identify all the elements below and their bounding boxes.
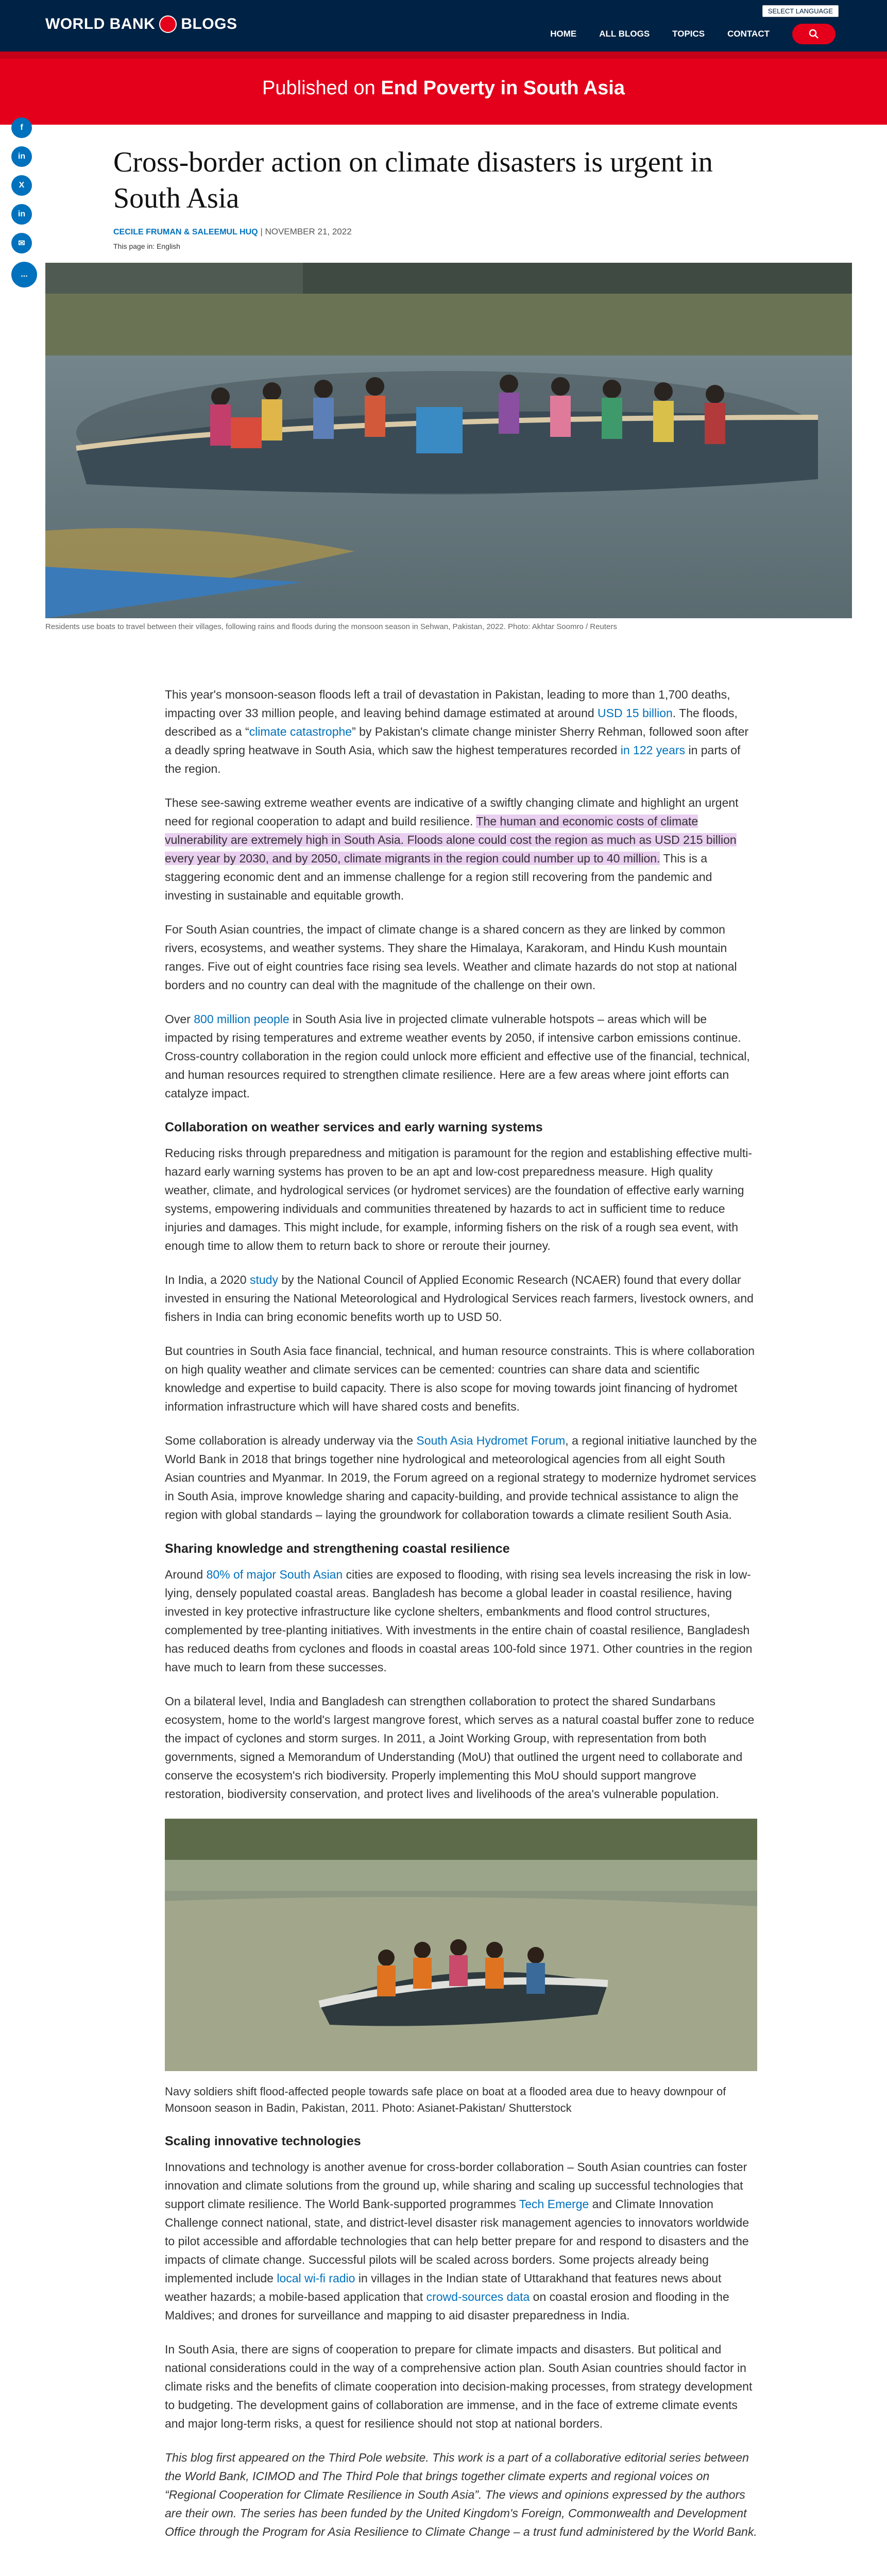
crowd-sources-link[interactable]: crowd-sources data <box>426 2290 530 2303</box>
wifi-radio-link[interactable]: local wi-fi radio <box>277 2272 355 2285</box>
article-body <box>165 685 757 2556</box>
climate-catastrophe-link[interactable]: climate catastrophe <box>249 725 352 738</box>
disclaimer-paragraph: This blog first appeared on the Third Pole website. This work is a part of a collaborative editorial series between the World Bank, ICIMOD and The Third Pole that brings together climate experts and regional voices on “Regional Cooperation for Climate Resilience in South Asia”. The views and opinions expressed by the authors are their own. The series has been funded by the United Kingdom's Foreign, Commonwealth and Development Office through the Program for Asia Resilience to Climate Change – a trust fund administered by the World Bank. <box>165 2451 757 2538</box>
nav-home[interactable]: HOME <box>550 29 577 39</box>
logo-suffix: BLOGS <box>181 15 237 32</box>
twitter-icon[interactable]: X <box>11 175 32 196</box>
flood-boat-image <box>165 1819 757 2071</box>
hero-caption: Residents use boats to travel between their villages, following rains and floods during the monsoon season in Sehwan, Pakistan, 2022. Photo: Akhtar Soomro / Reuters <box>45 622 617 631</box>
paragraph: On a bilateral level, India and Bangladesh can strengthen collaboration to protect the shared Sundarbans ecosystem, home to the world's largest mangrove forest, which serves as a natural coastal buffer zone to reduce the impact of cyclones and storm surges. In 2011, a Joint Working Group, with representation from both governments, signed a Memorandum of Understanding (MoU) that outlined the urgent need to collaborate and conserve the ecosystem's rich biodiversity. Properly implementing this MoU should support mangrove restoration, biodiversity conservation, and protect lives and livelihoods of the area's vulnerable population. <box>165 1694 755 1801</box>
study-link[interactable]: study <box>249 1273 278 1286</box>
globe-icon <box>159 15 177 33</box>
hydromet-forum-link[interactable]: South Asia Hydromet Forum <box>416 1434 566 1447</box>
800-million-link[interactable]: 800 million people <box>194 1012 289 1026</box>
section-heading: Sharing knowledge and strengthening coastal resilience <box>165 1541 510 1556</box>
more-share-icon[interactable]: ... <box>11 262 37 287</box>
highlighted-text: The human and economic costs of climate vulnerability are extremely high in South Asia. Floods alone could cost the region as much as USD 215 billion every year by 2030, and by 2050, climate migrants in the region could number up to 40 million. <box>165 815 737 865</box>
banner-strip <box>0 52 887 59</box>
article-header <box>113 144 773 250</box>
banner-title <box>262 77 625 99</box>
share-sidebar <box>11 117 37 287</box>
paragraph: This year's monsoon-season floods left a trail of devastation in Pakistan, leading to more than 1,700 deaths, impacting over 33 million people, and leaving behind damage estimated at around USD 15 billion. The floods, described as a “climate catastrophe” by Pakistan's climate change minister Sherry Rehman, followed soon after a deadly spring heatwave in South Asia, which saw the highest temperatures recorded in 122 years in parts of the region. <box>165 688 749 775</box>
paragraph: For South Asian countries, the impact of climate change is a shared concern as they are linked by common rivers, ecosystems, and weather systems. They share the Himalaya, Karakoram, and Hindu Kush mountain ranges. Five out of eight countries face rising sea levels. Weather and climate hazards do not stop at national borders and no country can deal with the magnitude of the challenge on their own. <box>165 923 737 992</box>
80-percent-cities-link[interactable]: 80% of major South Asian <box>206 1568 343 1581</box>
122-years-link[interactable]: in 122 years <box>620 743 686 757</box>
paragraph: These see-sawing extreme weather events are indicative of a swiftly changing climate and highlight an urgent need for regional cooperation to adapt and build resilience. The human and economic costs of climate vulnerability are extremely high in South Asia. Floods alone could cost the region as much as USD 215 billion every year by 2030, and by 2050, climate migrants in the region could number up to 40 million. This is a staggering economic dent and an immense challenge for a region still recovering from the pandemic and investing in sustainable and equitable growth. <box>165 796 739 902</box>
language-selector[interactable]: SELECT LANGUAGE <box>762 5 839 17</box>
article-date: NOVEMBER 21, 2022 <box>265 227 352 236</box>
hero-image <box>45 263 852 618</box>
section-heading: Collaboration on weather services and early warning systems <box>165 1120 543 1134</box>
facebook-icon[interactable]: f <box>11 117 32 138</box>
byline-separator: | <box>260 227 265 236</box>
paragraph: In South Asia, there are signs of cooperation to prepare for climate impacts and disasters. But political and national considerations could in the way of a comprehensive action plan. South Asian countries should factor in climate risks and the benefits of climate cooperation into decision-making processes, from strategy development to budgeting. The development gains of collaboration are immense, and in the face of extreme climate events and major long-term risks, a quest for resilience should not stop at national borders. <box>165 2343 753 2430</box>
usd-15-billion-link[interactable]: USD 15 billion <box>598 706 673 720</box>
paragraph: Around 80% of major South Asian cities are exposed to flooding, with rising sea levels increasing the risk in low-lying, densely populated coastal areas. Bangladesh has become a global leader in coastal resilience, having invested in key protective infrastructure like cyclone shelters, embankments and flood control structures, complemented by tree-planting initiatives. With investments in the entire chain of coastal resilience, Bangladesh has reduced deaths from cyclones and floods in coastal areas 100-fold since 1971. Other countries in the region have much to learn from these successes. <box>165 1568 753 1674</box>
world-bank-blogs-logo[interactable] <box>45 15 237 33</box>
byline <box>113 227 773 237</box>
blog-banner <box>0 52 887 125</box>
paragraph: Some collaboration is already underway via the South Asia Hydromet Forum, a regional initiative launched by the World Bank in 2018 that brings together nine hydrological and meteorological agencies from all eight South Asian countries and Myanmar. In 2019, the Forum agreed on a regional strategy to modernize hydromet services in South Asia, improve knowledge sharing and capacity-building, and provide technical assistance to align the region with global standards – laying the groundwork for collaboration towards a climate resilient South Asia. <box>165 1434 757 1521</box>
top-navigation-bar <box>0 0 887 52</box>
tech-emerge-link[interactable]: Tech Emerge <box>519 2197 589 2211</box>
linkedin-share-icon[interactable]: in <box>11 204 32 225</box>
paragraph: Innovations and technology is another avenue for cross-border collaboration – South Asian countries can foster innovation and climate solutions from the ground up, while sharing and scaling up successful technologies that support climate resilience. The World Bank-supported programmes Tech Emerge and Climate Innovation Challenge connect national, state, and district-level disaster risk management agencies to innovators worldwide to pilot accessible and affordable technologies that can help better prepare for and respond to disasters and the impacts of climate change. Successful pilots will be scaled across borders. Some projects already being implemented include local wi-fi radio in villages in the Indian state of Uttarakhand that features news about weather hazards; a mobile-based application that crowd-sources data on coastal erosion and flooding in the Maldives; and drones for surveillance and mapping to aid disaster preparedness in India. <box>165 2160 749 2322</box>
email-icon[interactable]: ✉ <box>11 233 32 253</box>
logo-text: WORLD BANK <box>45 15 156 32</box>
article-title: Cross-border action on climate disasters is urgent in South Asia <box>113 146 713 214</box>
nav-contact[interactable]: CONTACT <box>727 29 770 39</box>
section-heading: Scaling innovative technologies <box>165 2134 361 2148</box>
paragraph: In India, a 2020 study by the National Council of Applied Economic Research (NCAER) found that every dollar invested in ensuring the National Meteorological and Hydrological Services reach farmers, livestock owners, and fishers in India can bring economic benefits worth up to USD 50. <box>165 1273 754 1324</box>
nav-all-blogs[interactable]: ALL BLOGS <box>599 29 650 39</box>
figure-caption: Navy soldiers shift flood-affected people towards safe place on boat at a flooded area due to heavy downpour of Monsoon season in Badin, Pakistan, 2011. Photo: Asianet-Pakistan/ Shutterstock <box>165 2085 726 2114</box>
page-language[interactable]: This page in: English <box>113 242 180 250</box>
search-icon <box>809 29 819 39</box>
paragraph: Over 800 million people in South Asia live in projected climate vulnerable hotspots – areas which will be impacted by rising temperatures and extreme weather events by 2050, if intensive carbon emissions continue. Cross-country collaboration in the region could unlock more efficient and effective use of the financial, technical, and human resources required to strengthen climate resilience. Here are a few areas where joint efforts can catalyze impact. <box>165 1012 750 1100</box>
banner-blog-name[interactable]: End Poverty in South Asia <box>381 77 625 99</box>
main-nav <box>550 24 835 44</box>
paragraph: Reducing risks through preparedness and mitigation is paramount for the region and establishing effective multi-hazard early warning systems has proven to be an apt and low-cost preparedness measure. High quality weather, climate, and hydrological services (or hydromet services) are the foundation of effective early warning systems, empowering individuals and communities threatened by hazards to act in sufficient time to reduce injuries and damages. This might include, for example, informing fishers on the risk of a rough sea event, with enough time to allow them to return back to shore or reroute their journey. <box>165 1146 752 1252</box>
search-button[interactable] <box>792 24 835 44</box>
nav-topics[interactable]: TOPICS <box>672 29 705 39</box>
banner-prefix: Published on <box>262 77 381 99</box>
linkedin-icon[interactable]: in <box>11 146 32 167</box>
paragraph: But countries in South Asia face financial, technical, and human resource constraints. This is where collaboration on high quality weather and climate services can be cemented: countries can share data and scientific knowledge and expertise to build capacity. There is also scope for moving towards joint financing of hydromet information infrastructure which will have shared costs and benefits. <box>165 1344 755 1413</box>
author-links[interactable]: CECILE FRUMAN & SALEEMUL HUQ <box>113 228 258 236</box>
